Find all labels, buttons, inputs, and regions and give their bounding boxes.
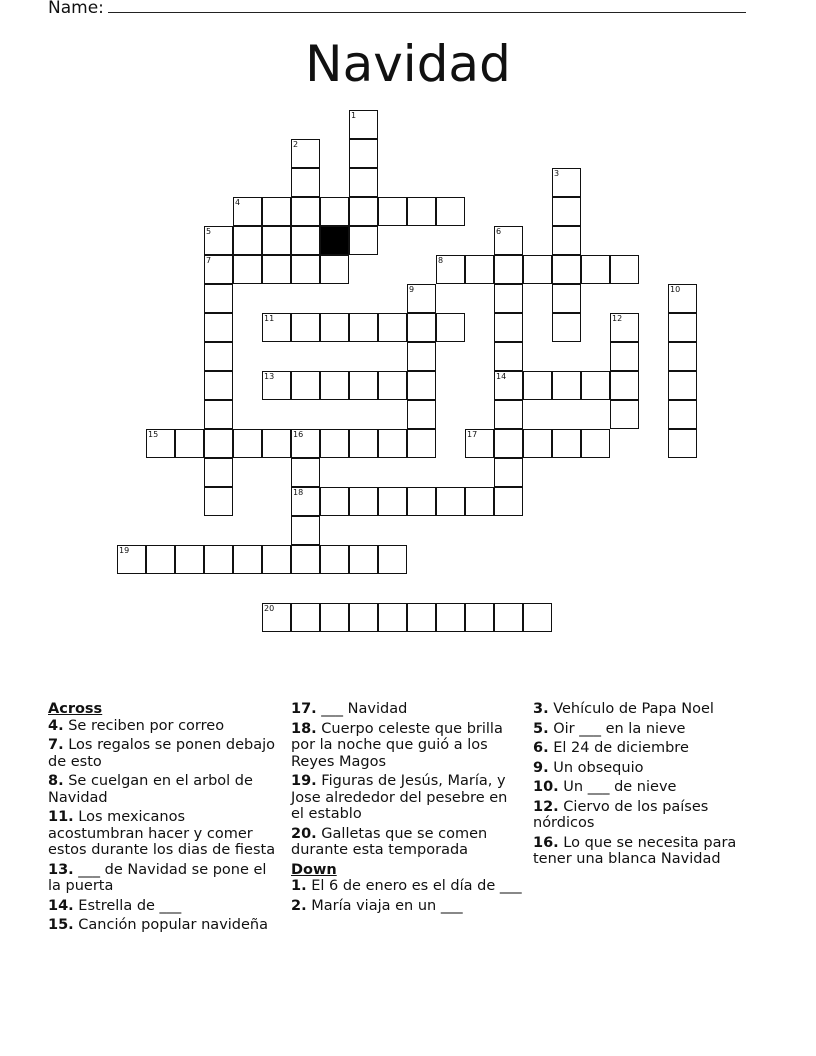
clue-across-19: 19. Figuras de Jesús, María, y Jose alrededor del pesebre en el establo: [291, 773, 508, 822]
grid-cell[interactable]: [204, 429, 233, 458]
grid-cell[interactable]: [204, 400, 233, 429]
grid-cell[interactable]: [291, 545, 320, 574]
clue-column-1: [48, 701, 283, 937]
grid-cell[interactable]: [204, 284, 233, 313]
grid-cell[interactable]: [668, 400, 697, 429]
grid-cell[interactable]: [494, 342, 523, 371]
grid-cell[interactable]: [552, 226, 581, 255]
grid-cell[interactable]: [610, 313, 639, 342]
grid-cell[interactable]: [523, 603, 552, 632]
grid-cell[interactable]: [494, 458, 523, 487]
grid-cell[interactable]: [465, 255, 494, 284]
grid-cell[interactable]: [204, 342, 233, 371]
grid-cell[interactable]: [552, 168, 581, 197]
grid-cell[interactable]: [349, 429, 378, 458]
grid-cell[interactable]: [320, 545, 349, 574]
clue-down-2: 2. María viaja en un ___: [291, 897, 463, 914]
grid-cell[interactable]: [291, 487, 320, 516]
grid-cell[interactable]: [349, 110, 378, 139]
cell-number: 19: [119, 546, 130, 555]
grid-cell[interactable]: [552, 284, 581, 313]
grid-cell[interactable]: [291, 197, 320, 226]
grid-cell[interactable]: [291, 603, 320, 632]
grid-cell[interactable]: [291, 226, 320, 255]
cell-number: 11: [264, 314, 275, 323]
grid-cell[interactable]: [465, 429, 494, 458]
grid-cell[interactable]: [175, 545, 204, 574]
grid-cell[interactable]: [436, 603, 465, 632]
grid-cell[interactable]: [407, 429, 436, 458]
clue-across-18: 18. Cuerpo celeste que brilla por la noche que guió a los Reyes Magos: [291, 720, 503, 770]
clue-column-2: [291, 701, 523, 917]
grid-cell[interactable]: [494, 487, 523, 516]
cell-number: 6: [496, 227, 502, 236]
grid-cell[interactable]: [262, 226, 291, 255]
cell-number: 15: [148, 430, 159, 439]
grid-cell[interactable]: [610, 400, 639, 429]
grid-cell[interactable]: [407, 197, 436, 226]
clue-down-10: 10. Un ___ de nieve: [533, 779, 677, 795]
grid-cell[interactable]: [204, 545, 233, 574]
grid-cell[interactable]: [494, 226, 523, 255]
grid-cell[interactable]: [407, 400, 436, 429]
grid-cell[interactable]: [117, 545, 146, 574]
grid-cell[interactable]: [494, 400, 523, 429]
clue-across-8: 8. Se cuelgan en el arbol de Navidad: [48, 773, 253, 806]
grid-cell[interactable]: [378, 313, 407, 342]
cell-number: 3: [554, 169, 560, 178]
grid-cell[interactable]: [378, 603, 407, 632]
grid-cell[interactable]: [262, 429, 291, 458]
grid-cell[interactable]: [320, 487, 349, 516]
grid-cell[interactable]: [494, 284, 523, 313]
cell-number: 9: [409, 285, 415, 294]
clue-down-9: 9. Un obsequio: [533, 759, 644, 776]
grid-cell[interactable]: [320, 371, 349, 400]
grid-cell[interactable]: [407, 371, 436, 400]
grid-cell[interactable]: [262, 603, 291, 632]
grid-cell[interactable]: [523, 371, 552, 400]
grid-cell[interactable]: [204, 255, 233, 284]
grid-cell[interactable]: [436, 255, 465, 284]
grid-cell[interactable]: [175, 429, 204, 458]
clue-across-20: 20. Galletas que se comen durante esta temporada: [291, 825, 488, 858]
grid-cell[interactable]: [349, 226, 378, 255]
grid-cell[interactable]: [291, 516, 320, 545]
grid-cell[interactable]: [523, 429, 552, 458]
grid-cell[interactable]: [291, 255, 320, 284]
grid-cell[interactable]: [668, 342, 697, 371]
cell-number: 20: [264, 604, 275, 613]
clue-column-3: [533, 701, 773, 871]
clue-across-7: 7. Los regalos se ponen debajo de esto: [48, 737, 275, 770]
grid-cell[interactable]: [320, 429, 349, 458]
cell-number: 12: [612, 314, 623, 323]
grid-cell[interactable]: [494, 255, 523, 284]
grid-cell[interactable]: [436, 197, 465, 226]
grid-cell[interactable]: [581, 429, 610, 458]
grid-cell[interactable]: [291, 429, 320, 458]
grid-cell[interactable]: [320, 603, 349, 632]
clue-down-16: 16. Lo que se necesita para tener una blanca Navidad: [533, 834, 737, 867]
grid-cell[interactable]: [349, 313, 378, 342]
grid-cell[interactable]: [204, 226, 233, 255]
grid-cell[interactable]: [494, 371, 523, 400]
grid-cell[interactable]: [291, 371, 320, 400]
grid-cell[interactable]: [610, 371, 639, 400]
grid-cell[interactable]: [204, 313, 233, 342]
name-label: Name:: [48, 0, 104, 18]
grid-cell[interactable]: [407, 487, 436, 516]
grid-cell[interactable]: [494, 313, 523, 342]
grid-cell[interactable]: [204, 458, 233, 487]
grid-cell[interactable]: [320, 313, 349, 342]
grid-cell[interactable]: [407, 603, 436, 632]
grid-cell[interactable]: [262, 371, 291, 400]
grid-cell[interactable]: [552, 313, 581, 342]
cell-number: 18: [293, 488, 304, 497]
grid-cell[interactable]: [552, 255, 581, 284]
grid-cell[interactable]: [349, 168, 378, 197]
grid-cell[interactable]: [349, 487, 378, 516]
clue-across-14: 14. Estrella de ___: [48, 897, 182, 914]
grid-cell[interactable]: [291, 313, 320, 342]
grid-cell[interactable]: [146, 429, 175, 458]
clue-across-15: 15. Canción popular navideña: [48, 917, 269, 933]
grid-cell[interactable]: [291, 458, 320, 487]
grid-cell[interactable]: [407, 342, 436, 371]
grid-cell[interactable]: [610, 342, 639, 371]
grid-cell[interactable]: [610, 255, 639, 284]
grid-cell[interactable]: [233, 545, 262, 574]
grid-cell[interactable]: [349, 371, 378, 400]
clue-down-6: 6. El 24 de diciembre: [533, 740, 689, 756]
clue-across-13: 13. ___ de Navidad se pone el la puerta: [48, 861, 267, 894]
grid-cell[interactable]: [262, 545, 291, 574]
across-heading: Across: [48, 701, 103, 717]
grid-cell[interactable]: [291, 139, 320, 168]
grid-cell[interactable]: [668, 429, 697, 458]
grid-block-cell: [320, 226, 349, 255]
grid-cell[interactable]: [523, 255, 552, 284]
cell-number: 8: [438, 256, 444, 265]
grid-cell[interactable]: [407, 313, 436, 342]
cell-number: 16: [293, 430, 304, 439]
grid-cell[interactable]: [320, 255, 349, 284]
grid-cell[interactable]: [436, 487, 465, 516]
grid-cell[interactable]: [320, 197, 349, 226]
grid-cell[interactable]: [378, 197, 407, 226]
grid-cell[interactable]: [262, 255, 291, 284]
clue-across-11: 11. Los mexicanos acostumbran hacer y comer estos durante los dias de fiesta: [48, 809, 276, 858]
cell-number: 2: [293, 140, 299, 149]
grid-cell[interactable]: [233, 197, 262, 226]
page-title: Navidad: [305, 35, 511, 93]
grid-cell[interactable]: [436, 313, 465, 342]
clue-down-1: 1. El 6 de enero es el día de ___: [291, 878, 522, 894]
grid-cell[interactable]: [233, 226, 262, 255]
cell-number: 14: [496, 372, 507, 381]
grid-cell[interactable]: [465, 603, 494, 632]
grid-cell[interactable]: [494, 603, 523, 632]
grid-cell[interactable]: [204, 487, 233, 516]
grid-cell[interactable]: [291, 168, 320, 197]
grid-cell[interactable]: [146, 545, 175, 574]
down-heading: Down: [291, 861, 337, 878]
grid-cell[interactable]: [349, 545, 378, 574]
cell-number: 5: [206, 227, 212, 236]
clue-down-5: 5. Oir ___ en la nieve: [533, 720, 686, 737]
grid-cell[interactable]: [349, 197, 378, 226]
grid-cell[interactable]: [349, 603, 378, 632]
grid-cell[interactable]: [233, 429, 262, 458]
grid-cell[interactable]: [378, 545, 407, 574]
grid-cell[interactable]: [378, 487, 407, 516]
grid-cell[interactable]: [262, 197, 291, 226]
grid-cell[interactable]: [407, 284, 436, 313]
grid-cell[interactable]: [465, 487, 494, 516]
clue-across-4: 4. Se reciben por correo: [48, 717, 225, 734]
grid-cell[interactable]: [552, 371, 581, 400]
grid-cell[interactable]: [668, 284, 697, 313]
grid-cell[interactable]: [262, 313, 291, 342]
cell-number: 7: [206, 256, 212, 265]
grid-cell[interactable]: [668, 313, 697, 342]
cell-number: 1: [351, 111, 357, 120]
cell-number: 13: [264, 372, 275, 381]
cell-number: 10: [670, 285, 681, 294]
clue-down-3: 3. Vehículo de Papa Noel: [533, 701, 714, 717]
grid-cell[interactable]: [552, 429, 581, 458]
grid-cell[interactable]: [581, 255, 610, 284]
grid-cell[interactable]: [668, 371, 697, 400]
grid-cell[interactable]: [378, 429, 407, 458]
cell-number: 17: [467, 430, 478, 439]
grid-cell[interactable]: [378, 371, 407, 400]
clue-across-17: 17. ___ Navidad: [291, 701, 408, 717]
grid-cell[interactable]: [233, 255, 262, 284]
grid-cell[interactable]: [349, 139, 378, 168]
grid-cell[interactable]: [494, 429, 523, 458]
grid-cell[interactable]: [581, 371, 610, 400]
cell-number: 4: [235, 198, 241, 207]
grid-cell[interactable]: [204, 371, 233, 400]
grid-cell[interactable]: [552, 197, 581, 226]
clue-down-12: 12. Ciervo de los países nórdicos: [533, 798, 709, 831]
